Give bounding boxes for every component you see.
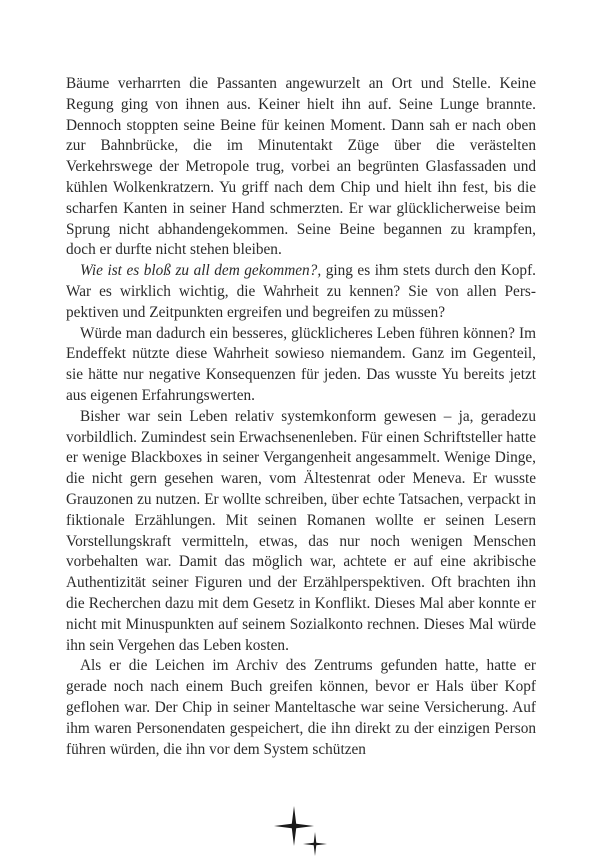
small-star	[303, 832, 327, 856]
paragraph-5: Als er die Leichen im Archiv des Zentrums gefunden hatte, hatte er gerade noch nach einem Buch greifen können, bevor er Hals über Kopf geflohen war. Der Chip in seiner Manteltasche war seine Versicherung. Auf ihm waren Personendaten gespeichert, die ihn direkt zu der einzigen Person führen würden, die ihn vor dem System schützen	[66, 657, 536, 758]
large-star	[274, 806, 314, 846]
paragraph-2	[66, 261, 536, 323]
paragraph-1: Bäume verharrten die Passanten angewurzelt an Ort und Stelle. Keine Regung ging von ihnen aus. Keiner hielt ihn auf. Seine Lunge brannte. Dennoch stoppten seine Beine für keinen Moment. Dann sah er nach oben zur Bahnbrücke, die im Minutentakt Züge über die verästelten Verkehrswege der Metropole trug, vorbei an begrünten Glasfassaden und kühlen Wolkenkratzern. Yu griff nach dem Chip und hielt ihn fest, bis die scharfen Kanten in seiner Hand schmerzten. Er war glücklicherweise beim Sprung nicht abhandengekommen. Seine Beine begannen zu krampfen, doch er durfte nicht stehen bleiben.	[66, 75, 536, 259]
paragraph-4: Bisher war sein Leben relativ systemkonform gewesen – ja, geradezu vorbildlich. Zumindest sein Erwachsenenleben. Für einen Schriftsteller hatte er wenige Blackboxes in seiner Vergangenheit angesammelt. Wenige Dinge, die nicht gern gesehen waren, vom Ältestenrat oder Meneva. Er wusste Grauzonen zu nutzen. Er wollte schreiben, über echte Tatsachen, verpackt in fiktionale Erzählungen. Mit seinen Romanen wollte er seinen Lesern Vorstellungskraft vermitteln, etwas, das nur noch wenigen Menschen vorbehalten war. Damit das möglich war, achtete er auf eine akribische Authentizität seiner Figuren und der Erzählperspektiven. Oft brachten ihn die Recherchen dazu mit dem Gesetz in Konflikt. Dieses Mal aber konnte er nicht mit Minuspunkten auf seinem Sozialkonto rechnen. Dieses Mal würde ihn sein Vergehen das Leben kosten.	[66, 407, 536, 654]
paragraph-2-text: ging es ihm stets durch den Kopf. War es wirklich wichtig, die Wahrheit zu kennen? Sie von allen Perspektiven und Zeitpunkten ergreifen und begreifen zu müssen?	[66, 262, 536, 321]
italic-thought: Wie ist es bloß zu all dem gekommen?,	[80, 262, 322, 280]
book-page-text	[66, 74, 536, 760]
paragraph-3: Würde man dadurch ein besseres, glücklicheres Leben führen können? Im Endeffekt nützte diese Wahrheit sowieso niemandem. Ganz im Gegenteil, sie hätte nur negative Konsequenzen für jeden. Das wusste Yu bereits jetzt aus eigenen Erfahrungswerten.	[66, 324, 536, 404]
sparkle-stars-icon	[270, 802, 334, 856]
